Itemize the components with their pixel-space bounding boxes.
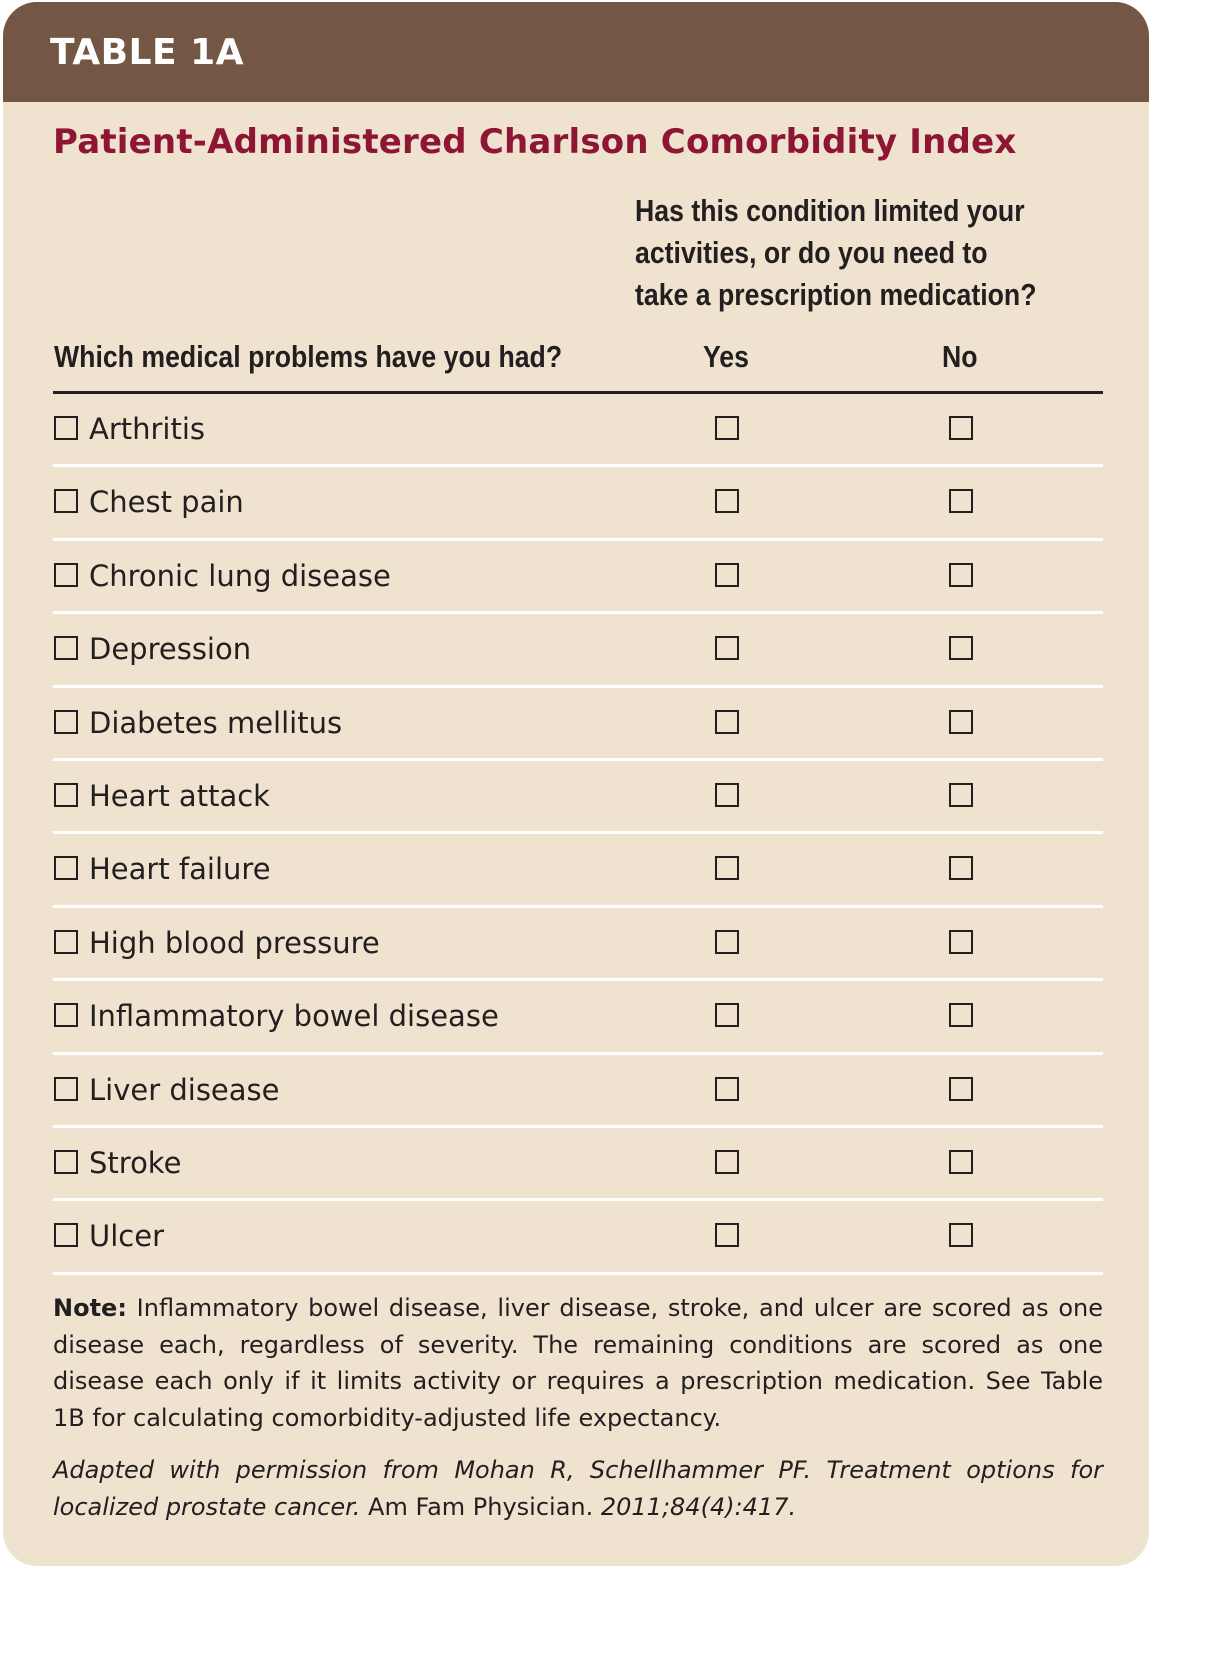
yes-checkbox[interactable] bbox=[715, 1150, 739, 1174]
table-row bbox=[53, 541, 1103, 614]
condition-checkbox[interactable] bbox=[54, 1223, 78, 1247]
table-row bbox=[53, 1201, 1103, 1274]
column-header-problems: Which medical problems have you had? bbox=[54, 339, 563, 374]
no-checkbox[interactable] bbox=[949, 489, 973, 513]
table-row bbox=[53, 908, 1103, 981]
table-row bbox=[53, 614, 1103, 687]
note-label: Note: bbox=[53, 1294, 127, 1322]
table-row bbox=[53, 394, 1103, 467]
condition-label: Inflammatory bowel disease bbox=[89, 999, 499, 1034]
table-row bbox=[53, 981, 1103, 1054]
condition-label: Liver disease bbox=[89, 1072, 280, 1107]
condition-label: Depression bbox=[89, 632, 252, 667]
source-reference: 2011;84(4):417. bbox=[600, 1493, 797, 1521]
question-line: Has this condition limited your bbox=[635, 193, 1025, 228]
condition-label: Ulcer bbox=[89, 1219, 164, 1254]
condition-checkbox[interactable] bbox=[54, 563, 78, 587]
condition-checkbox[interactable] bbox=[54, 416, 78, 440]
yes-checkbox[interactable] bbox=[715, 636, 739, 660]
yes-checkbox[interactable] bbox=[715, 1003, 739, 1027]
no-checkbox[interactable] bbox=[949, 783, 973, 807]
condition-checkbox[interactable] bbox=[54, 1077, 78, 1101]
yes-checkbox[interactable] bbox=[715, 783, 739, 807]
table-row bbox=[53, 761, 1103, 834]
table-row bbox=[53, 688, 1103, 761]
yes-checkbox[interactable] bbox=[715, 1223, 739, 1247]
yes-checkbox[interactable] bbox=[715, 416, 739, 440]
column-header-no: No bbox=[942, 339, 978, 374]
condition-label: Diabetes mellitus bbox=[89, 705, 343, 740]
yes-checkbox[interactable] bbox=[715, 930, 739, 954]
no-checkbox[interactable] bbox=[949, 563, 973, 587]
no-checkbox[interactable] bbox=[949, 1077, 973, 1101]
table-row bbox=[53, 1128, 1103, 1201]
header-bar bbox=[3, 2, 1149, 102]
condition-checkbox[interactable] bbox=[54, 1003, 78, 1027]
condition-label: Arthritis bbox=[89, 412, 206, 446]
condition-label: Chronic lung disease bbox=[89, 558, 391, 593]
condition-label: Heart failure bbox=[89, 852, 271, 887]
source-text: Adapted with permission from Mohan R, Schellhammer PF. Treatment options for localized prostate cancer. bbox=[53, 1456, 1103, 1521]
table-card bbox=[3, 2, 1149, 1566]
condition-checkbox[interactable] bbox=[54, 856, 78, 880]
condition-checkbox[interactable] bbox=[54, 636, 78, 660]
yes-checkbox[interactable] bbox=[715, 710, 739, 734]
no-checkbox[interactable] bbox=[949, 710, 973, 734]
no-checkbox[interactable] bbox=[949, 636, 973, 660]
no-checkbox[interactable] bbox=[949, 856, 973, 880]
condition-label: Heart attack bbox=[89, 778, 270, 813]
table-label: TABLE 1A bbox=[50, 32, 245, 73]
no-checkbox[interactable] bbox=[949, 930, 973, 954]
condition-label: High blood pressure bbox=[89, 925, 380, 960]
question-line: take a prescription medication? bbox=[635, 277, 1037, 312]
yes-checkbox[interactable] bbox=[715, 1077, 739, 1101]
question-line: activities, or do you need to bbox=[635, 235, 988, 270]
condition-checkbox[interactable] bbox=[54, 710, 78, 734]
no-checkbox[interactable] bbox=[949, 416, 973, 440]
no-checkbox[interactable] bbox=[949, 1223, 973, 1247]
condition-checkbox[interactable] bbox=[54, 930, 78, 954]
column-question bbox=[635, 190, 1048, 316]
table-row bbox=[53, 834, 1103, 907]
conditions-list bbox=[53, 394, 1103, 1275]
column-header-yes: Yes bbox=[703, 339, 749, 374]
yes-checkbox[interactable] bbox=[715, 856, 739, 880]
no-checkbox[interactable] bbox=[949, 1003, 973, 1027]
condition-checkbox[interactable] bbox=[54, 489, 78, 513]
no-checkbox[interactable] bbox=[949, 1150, 973, 1174]
source-citation bbox=[53, 1452, 1103, 1526]
note-text: Inflammatory bowel disease, liver disease, stroke, and ulcer are scored as one disease each, regardless of severity. The remaining conditions are scored as one disease each only if it limits activity or requires a prescription medication. See Table 1B for calculating comorbidity-adjusted life expectancy. bbox=[53, 1294, 1103, 1432]
yes-checkbox[interactable] bbox=[715, 489, 739, 513]
condition-label: Stroke bbox=[89, 1145, 182, 1180]
table-row bbox=[53, 467, 1103, 540]
table-row bbox=[53, 1055, 1103, 1128]
page-title: Patient-Administered Charlson Comorbidity Index bbox=[53, 122, 1017, 162]
row-divider bbox=[53, 1272, 1103, 1275]
yes-checkbox[interactable] bbox=[715, 563, 739, 587]
note bbox=[53, 1290, 1103, 1436]
condition-checkbox[interactable] bbox=[54, 783, 78, 807]
condition-checkbox[interactable] bbox=[54, 1150, 78, 1174]
condition-label: Chest pain bbox=[89, 485, 244, 520]
source-journal: Am Fam Physician. bbox=[360, 1493, 601, 1521]
